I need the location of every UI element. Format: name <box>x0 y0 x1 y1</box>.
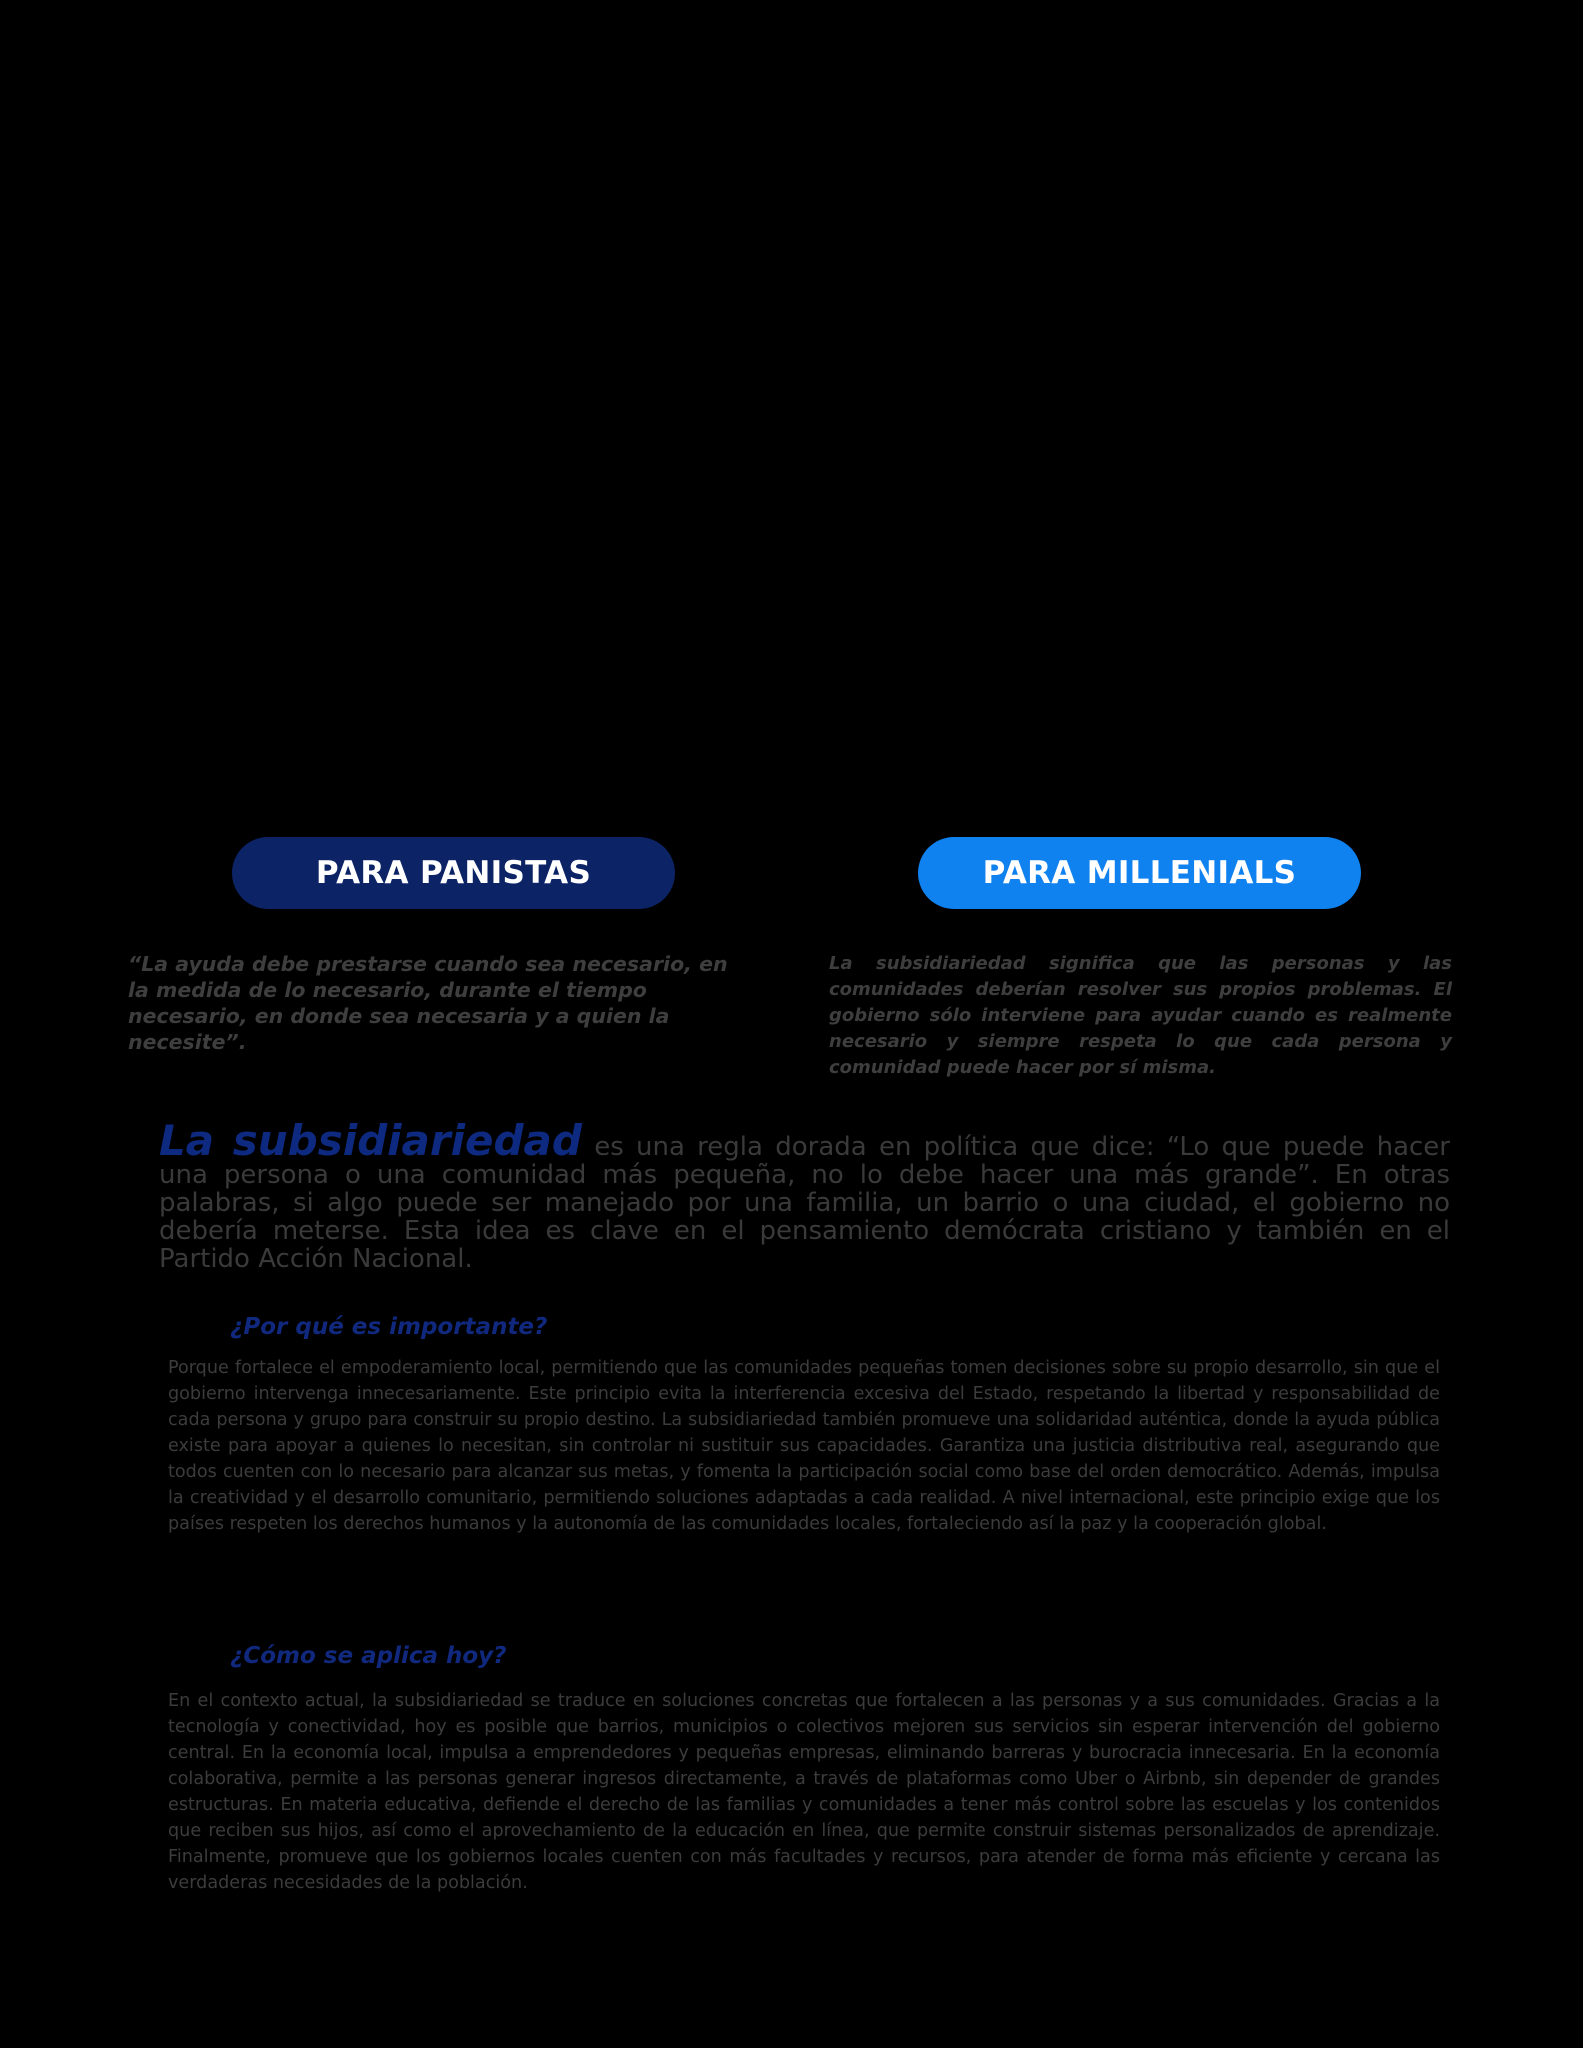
para-panistas-badge: PARA PANISTAS <box>232 837 675 909</box>
panistas-quote: “La ayuda debe prestarse cuando sea necesario, en la medida de lo necesario, durante el tiempo necesario, en donde sea necesaria y a quien la necesite”. <box>128 952 728 1054</box>
para-millenials-badge: PARA MILLENIALS <box>918 837 1361 909</box>
intro-paragraph <box>159 1116 1450 1274</box>
section-body-application: En el contexto actual, la subsidiariedad se traduce en soluciones concretas que fortalecen a las personas y a sus comunidades. Gracias a la tecnología y conectividad, hoy es posible que barrios, municipios o colectivos mejoren sus servicios sin esperar intervención del gobierno central. En la economía local, impulsa a emprendedores y pequeñas empresas, eliminando barreras y burocracia innecesaria. En la economía colaborativa, permite a las personas generar ingresos directamente, a través de plataformas como Uber o Airbnb, sin depender de grandes estructuras. En materia educativa, defiende el derecho de las familias y comunidades a tener más control sobre las escuelas y los contenidos que reciben sus hijos, así como el aprovechamiento de la educación en línea, que permite construir sistemas personalizados de aprendizaje. Finalmente, promueve que los gobiernos locales cuenten con más facultades y recursos, para atender de forma más eficiente y cercana las verdaderas necesidades de la población. <box>168 1691 1440 1893</box>
section-heading-importance: ¿Por qué es importante? <box>230 1314 548 1340</box>
intro-highlight: La subsidiariedad <box>159 1116 582 1165</box>
section-heading-application: ¿Cómo se aplica hoy? <box>230 1643 507 1669</box>
section-body-importance: Porque fortalece el empoderamiento local, permitiendo que las comunidades pequeñas tomen decisiones sobre su propio desarrollo, sin que el gobierno intervenga innecesariamente. Este principio evita la interferencia excesiva del Estado, respetando la libertad y responsabilidad de cada persona y grupo para construir su propio destino. La subsidiariedad también promueve una solidaridad auténtica, donde la ayuda pública existe para apoyar a quienes lo necesitan, sin controlar ni sustituir sus capacidades. Garantiza una justicia distributiva real, asegurando que todos cuenten con lo necesario para alcanzar sus metas, y fomenta la participación social como base del orden democrático. Además, impulsa la creatividad y el desarrollo comunitario, permitiendo soluciones adaptadas a cada realidad. A nivel internacional, este principio exige que los países respeten los derechos humanos y la autonomía de las comunidades locales, fortaleciendo así la paz y la cooperación global. <box>168 1358 1440 1534</box>
intro-text: es una regla dorada en política que dice: “Lo que puede hacer una persona o una comunidad más pequeña, no lo debe hacer una más grande”. En otras palabras, si algo puede ser manejado por una familia, un barrio o una ciudad, el gobierno no debería meterse. Esta idea es clave en el pensamiento demócrata cristiano y también en el Partido Acción Nacional. <box>159 1132 1450 1274</box>
millenials-quote: La subsidiariedad significa que las personas y las comunidades deberían resolver sus propios problemas. El gobierno sólo interviene para ayudar cuando es realmente necesario y siempre respeta lo que cada persona y comunidad puede hacer por sí misma. <box>829 953 1452 1078</box>
